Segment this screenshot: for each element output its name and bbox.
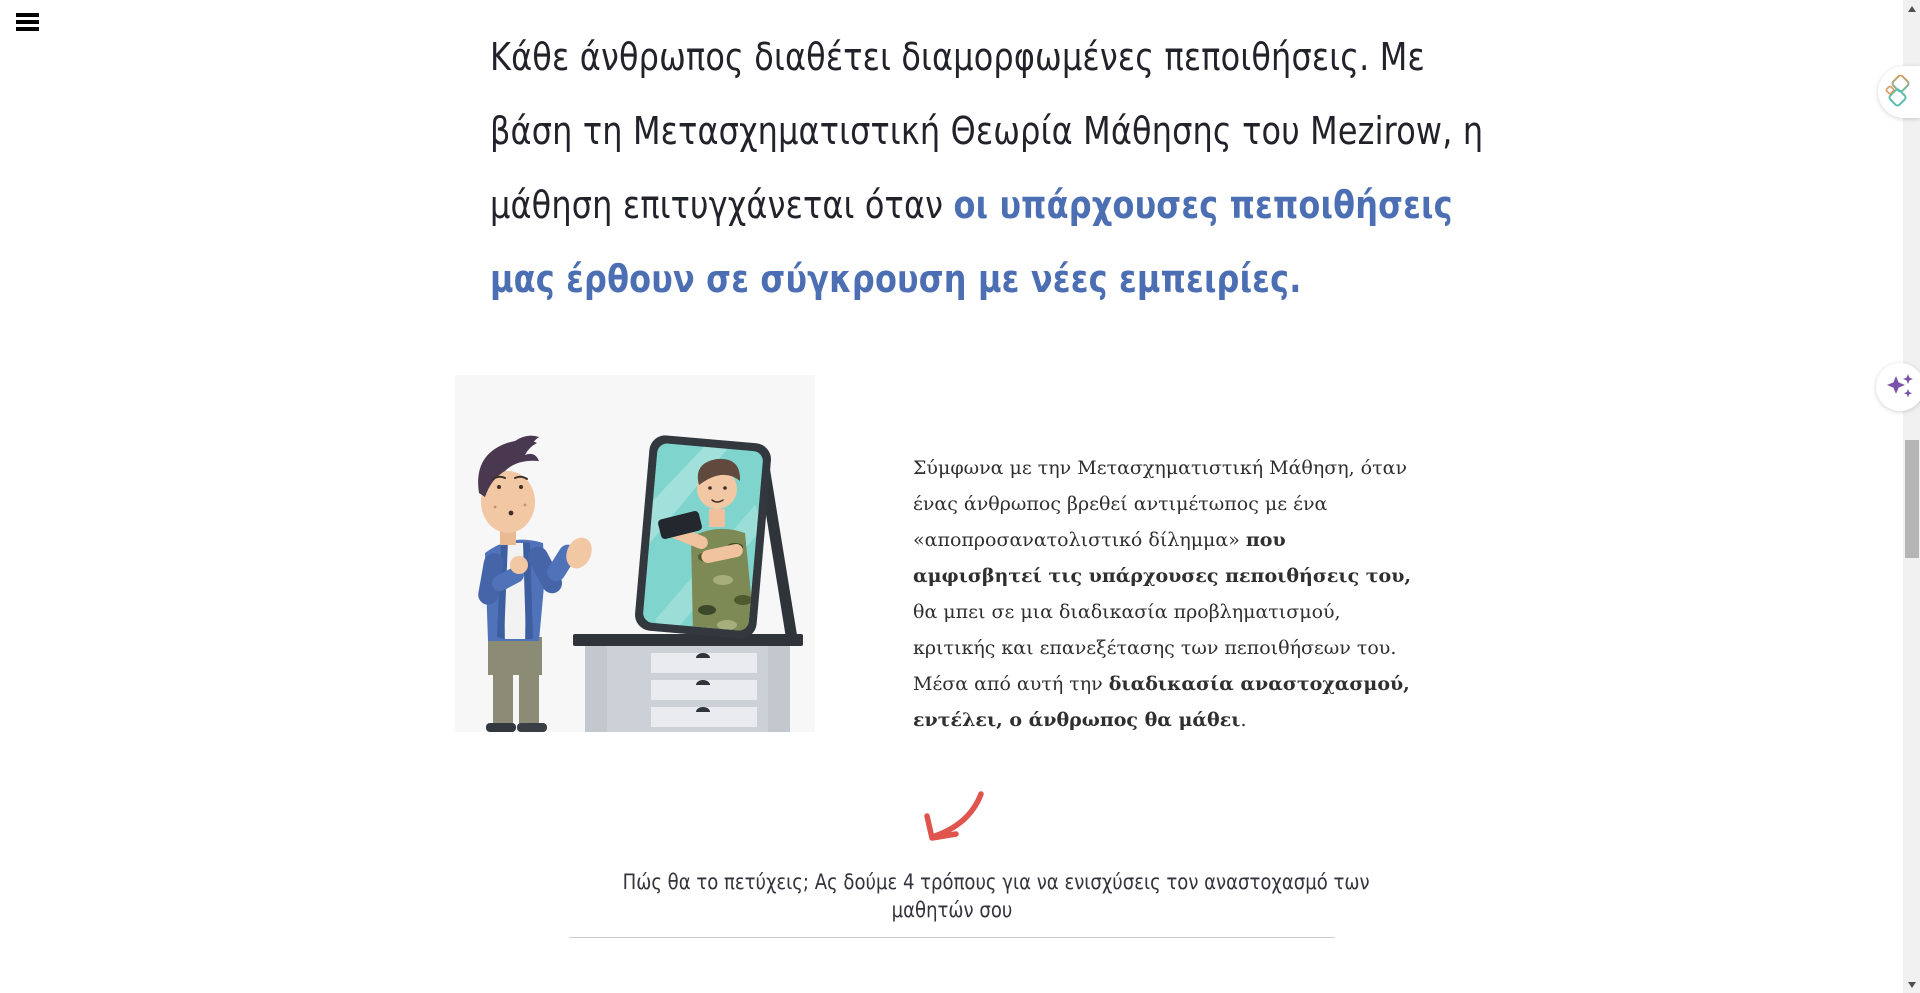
paragraph-text-3: . bbox=[1240, 709, 1247, 731]
heading-line-4 bbox=[490, 242, 1302, 316]
scroll-up-button[interactable] bbox=[1903, 0, 1920, 17]
browser-extension-button[interactable] bbox=[1878, 66, 1920, 118]
sparkles-icon bbox=[1883, 370, 1917, 404]
heading-accent-text-2: μας έρθουν σε σύγκρουση με νέες εμπειρίες. bbox=[490, 257, 1302, 301]
ai-assistant-button[interactable] bbox=[1876, 363, 1920, 411]
scroll-down-button[interactable] bbox=[1903, 976, 1920, 993]
heading-accent-text: οι υπάρχουσες πεποιθήσεις bbox=[953, 183, 1453, 227]
heading-line-2: βάση τη Μετασχηματιστική Θεωρία Μάθησης του Mezirow, η bbox=[490, 109, 1484, 153]
caption-line-1: Πώς θα το πετύχεις; Ας δούμε 4 τρόπους για να ενισχύσεις τον αναστοχασμό των bbox=[622, 870, 1370, 894]
mirror-reflection-illustration bbox=[455, 375, 815, 732]
caption-line-2: μαθητών σου bbox=[891, 898, 1013, 922]
triangle-down-icon bbox=[1908, 982, 1916, 988]
triangle-up-icon bbox=[1908, 6, 1916, 12]
paragraph-text-2: θα μπει σε μια διαδικασία προβληματισμού, κριτικής και επανεξέτασης των πεποιθήσεων του. Μέσα από αυτή την bbox=[913, 601, 1397, 695]
paragraph-bold-2: διαδικασία αναστοχασμού, εντέλει, ο άνθρωπος θα μάθει bbox=[913, 673, 1410, 731]
stacked-diamonds-icon bbox=[1884, 75, 1914, 109]
section-divider bbox=[569, 937, 1335, 938]
body-paragraph bbox=[913, 450, 1418, 738]
section-caption bbox=[569, 868, 1370, 924]
heading-line-3: μάθηση επιτυγχάνεται όταν οι υπάρχουσες πεποιθήσεις bbox=[490, 183, 1453, 227]
paragraph-bold-1: που αμφισβητεί τις υπάρχουσες πεποιθήσεις του, bbox=[913, 529, 1412, 587]
illustration-svg bbox=[455, 375, 815, 732]
scrollbar-thumb[interactable] bbox=[1905, 440, 1919, 558]
sidebar-menu-button[interactable] bbox=[16, 13, 39, 31]
heading-line-1: Κάθε άνθρωπος διαθέτει διαμορφωμένες πεποιθήσεις. Με bbox=[490, 35, 1425, 79]
page-scrollbar[interactable] bbox=[1903, 0, 1920, 993]
lesson-heading bbox=[490, 20, 1484, 316]
paragraph-text-1: Σύμφωνα με την Μετασχηματιστική Μάθηση, όταν ένας άνθρωπος βρεθεί αντιμέτωπος με ένα «αποπροσανατολιστικό δίλημμα» bbox=[913, 457, 1408, 551]
curved-arrow-down-left-icon bbox=[915, 785, 991, 857]
